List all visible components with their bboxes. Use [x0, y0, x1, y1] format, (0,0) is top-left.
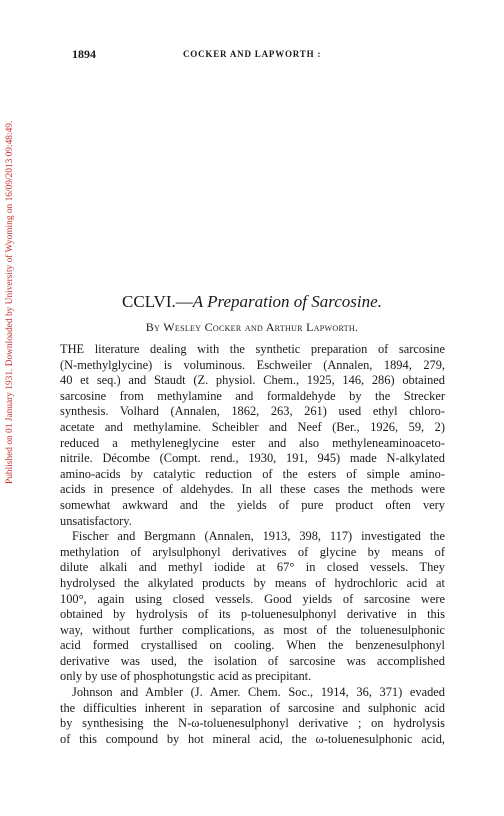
running-title: COCKER AND LAPWORTH :	[183, 49, 322, 59]
article-title	[0, 292, 504, 312]
text-line: only by use of phosphotungstic acid as precipitant.	[60, 669, 312, 684]
byline-and: and	[244, 320, 264, 334]
paragraph-2	[60, 529, 445, 685]
author-2: Arthur Lapworth.	[265, 320, 359, 334]
text-line: Johnson and Ambler (J. Amer. Chem. Soc., 1914, 36, 371) evaded	[72, 685, 445, 700]
text-line: acid formed crystallised on cooling. When the benzenesulphonyl	[60, 638, 445, 653]
byline	[0, 320, 504, 335]
side-note-text: Published on 01 January 1931. Downloaded by University of Wyoming on 16/09/2013 09:48:49.	[5, 120, 15, 484]
text-line: (N-methylglycine) is voluminous. Eschweiler (Annalen, 1894, 279,	[60, 357, 445, 372]
text-line: synthesis. Volhard (Annalen, 1862, 263, 261) used ethyl chloro-	[60, 404, 445, 419]
text-line: reduced a methyleneglycine ester and also methyleneaminoaceto-	[60, 435, 445, 450]
text-line: of this compound by hot mineral acid, the ω-toluenesulphonic acid,	[60, 731, 445, 746]
text-line: nitrile. Décombe (Compt. rend., 1930, 191, 945) made N-alkylated	[60, 451, 445, 466]
article-body	[60, 342, 445, 747]
text-line: acetate and methylamine. Scheibler and Neef (Ber., 1926, 59, 2)	[60, 419, 445, 434]
text-line: hydrolysed the alkylated products by means of hydrochloric acid at	[60, 575, 445, 590]
text-line: amino-acids by catalytic reduction of the esters of simple amino-	[60, 466, 445, 481]
text-line: unsatisfactory.	[60, 513, 132, 528]
article-title-text: A Preparation of Sarcosine.	[192, 292, 382, 311]
page-number: 1894	[72, 47, 96, 61]
text-line: somewhat awkward and the yields of pure product often very	[60, 497, 445, 512]
text-line: THE literature dealing with the synthetic preparation of sarcosine	[60, 342, 445, 356]
text-line: Fischer and Bergmann (Annalen, 1913, 398, 117) investigated the	[72, 529, 445, 544]
text-line: sarcosine from methylamine and formaldehyde by the Strecker	[60, 388, 445, 403]
text-line: dilute alkali and methyl iodide at 67° in closed vessels. They	[60, 560, 445, 575]
paragraph-1	[60, 342, 445, 529]
text-line: 100°, again using closed vessels. Good yields of sarcosine were	[60, 591, 445, 606]
text-line: way, without further complications, as most of the toluenesulphonic	[60, 622, 445, 637]
text-line: acids in presence of aldehydes. In all these cases the methods were	[60, 482, 445, 497]
text-line: obtained by hydrolysis of its p-toluenesulphonyl derivative in this	[60, 607, 445, 622]
byline-by: By	[145, 320, 161, 334]
text-line: derivative was used, the isolation of sarcosine was accomplished	[60, 653, 445, 668]
article-number: CCLVI.	[122, 292, 176, 311]
text-line: the difficulties inherent in separation of sarcosine and sulphonic acid	[60, 700, 445, 715]
author-1: Wesley Cocker	[163, 320, 242, 334]
title-dash: —	[175, 292, 193, 311]
text-line: methylation of arylsulphonyl derivatives of glycine by means of	[60, 544, 445, 559]
text-line: by synthesising the N-ω-toluenesulphonyl derivative ; on hydrolysis	[60, 716, 445, 731]
paragraph-3	[60, 685, 445, 747]
text-line: 40 et seq.) and Staudt (Z. physiol. Chem., 1925, 146, 286) obtained	[60, 373, 445, 388]
